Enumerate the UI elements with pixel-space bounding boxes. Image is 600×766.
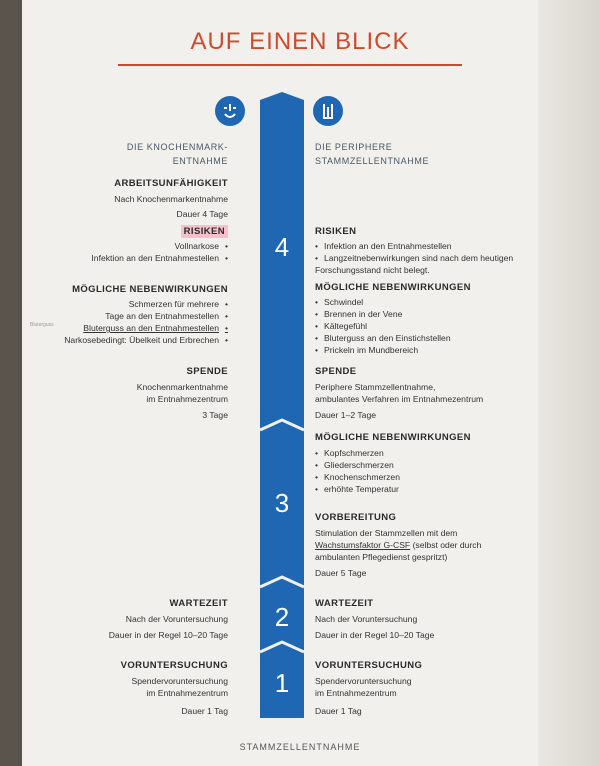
left-voruntersuchung: VORUNTERSUCHUNG Spendervoruntersuchung im Entnahmezentrum Dauer 1 Tag [120, 660, 228, 716]
list-item: Vollnarkose • [91, 240, 228, 252]
left-header: DIE KNOCHENMARK- ENTNAHME [126, 142, 228, 166]
list-item: Infektion an den Entnahmestellen • [91, 252, 228, 264]
stage-number-1: 1 [274, 668, 290, 698]
right-risiken: RISIKEN • Infektion an den Entnahmestellen • Langzeitnebenwirkungen sind nach dem heutigen Forschungsstand nicht belegt. [315, 226, 535, 276]
list-item: • Langzeitnebenwirkungen sind nach dem heutigen Forschungsstand nicht belegt. [315, 252, 535, 276]
page-edge [538, 0, 600, 766]
right-nebenwirkungen: MÖGLICHE NEBENWIRKUNGEN • Schwindel • Brennen in der Vene • Kältegefühl • Bluterguss an den Einstichstellen • Prickeln im Mundbereich [315, 282, 471, 356]
right-wartezeit: WARTEZEIT Nach der Voruntersuchung Dauer in der Regel 10–20 Tage [315, 598, 435, 640]
left-spende: SPENDE Knochenmarkentnahme im Entnahmezentrum 3 Tage [136, 366, 228, 420]
list-item: • erhöhte Temperatur [315, 483, 471, 495]
right-header: DIE PERIPHERE STAMMZELLENTNAHME [315, 142, 430, 166]
right-vorbereitung: VORBEREITUNG Stimulation der Stammzellen mit dem Wachstumsfaktor G-CSF (selbst oder durch ambulanten Pflegedienst gespritzt) Dauer 5 Tage [315, 512, 482, 578]
page-title: AUF EINEN BLICK [190, 28, 410, 55]
list-item: • Kältegefühl [315, 320, 471, 332]
bone-marrow-icon [215, 96, 245, 126]
stage-number-2: 2 [274, 602, 290, 632]
list-item: • Gliederschmerzen [315, 459, 471, 471]
left-risiken: RISIKEN Vollnarkose • Infektion an den Entnahmestellen • [91, 226, 228, 264]
footer-label: STAMMZELLENTNAHME [239, 742, 361, 752]
list-item: • Knochenschmerzen [315, 471, 471, 483]
stage-number-4: 4 [274, 232, 290, 262]
left-arbeitsunfaehigkeit: ARBEITSUNFÄHIGKEIT Nach Knochenmarkentnahme Dauer 4 Tage [114, 178, 228, 219]
right-spende: SPENDE Periphere Stammzellentnahme, ambulantes Verfahren im Entnahmezentrum Dauer 1–2 Tage [315, 366, 484, 420]
list-item: • Prickeln im Mundbereich [315, 344, 471, 356]
left-nebenwirkungen: MÖGLICHE NEBENWIRKUNGEN Schmerzen für mehrere • Tage an den Entnahmestellen • Bluterguss an den Entnahmestellen • Narkosebedingt: Übelkeit und Erbrechen • [64, 284, 228, 346]
left-wartezeit: WARTEZEIT Nach der Voruntersuchung Dauer in der Regel 10–20 Tage [108, 598, 228, 640]
list-item: • Infektion an den Entnahmestellen [315, 240, 535, 252]
stage-number-3: 3 [274, 488, 290, 518]
document-page [22, 0, 578, 766]
list-item: Tage an den Entnahmestellen • [64, 310, 228, 322]
list-item: • Brennen in der Vene [315, 308, 471, 320]
list-item: • Schwindel [315, 296, 471, 308]
right-voruntersuchung: VORUNTERSUCHUNG Spendervoruntersuchung im Entnahmezentrum Dauer 1 Tag [315, 660, 423, 716]
list-item: Bluterguss an den Entnahmestellen • [64, 322, 228, 334]
right-nebenwirkungen-stage3: MÖGLICHE NEBENWIRKUNGEN • Kopfschmerzen • Gliederschmerzen • Knochenschmerzen • erhöhte Temperatur [315, 432, 471, 495]
list-item: Narkosebedingt: Übelkeit und Erbrechen • [64, 334, 228, 346]
handwritten-note: Bluterguss [30, 322, 54, 328]
list-item: • Bluterguss an den Einstichstellen [315, 332, 471, 344]
title-rule [118, 64, 462, 66]
list-item: • Kopfschmerzen [315, 447, 471, 459]
stem-cell-icon [313, 96, 343, 126]
list-item: Schmerzen für mehrere • [64, 298, 228, 310]
